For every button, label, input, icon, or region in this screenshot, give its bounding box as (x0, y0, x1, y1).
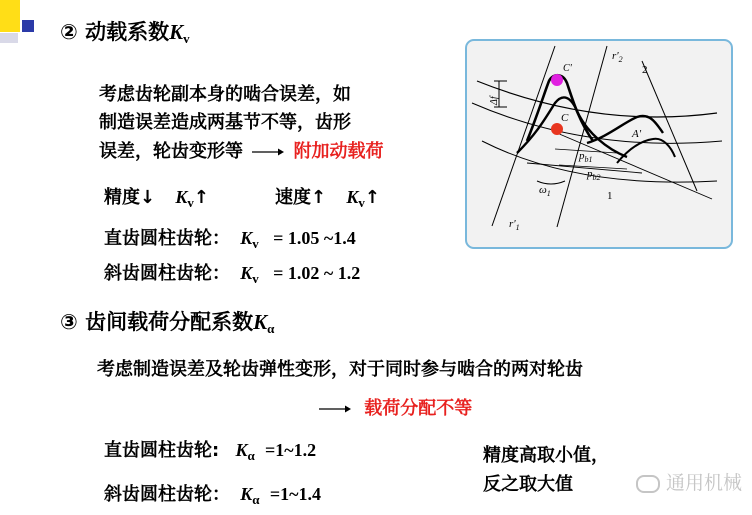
section-3-heading (60, 306, 274, 336)
section-2-symbol: K (169, 20, 184, 44)
note-line-2: 反之取大值 (483, 474, 573, 495)
speed-arrow: ↑ (364, 187, 380, 208)
ka-spur-value: =1~1.2 (265, 440, 317, 460)
ka-helical-symbol: K (240, 484, 253, 504)
label-2: 2 (642, 64, 648, 76)
desc-line-3-text: 误差，轮齿变形等 (99, 141, 243, 162)
pitch-chord (527, 163, 642, 173)
desc-result: 附加动载荷 (293, 141, 384, 162)
ka-helical-row (104, 480, 321, 506)
kv-helical-subscript: v (252, 271, 259, 286)
note-line-1: 精度高取小值， (483, 445, 609, 466)
corner-decoration-grey (0, 33, 18, 43)
label-r2: $r'_2$ (612, 50, 623, 64)
radial-line-right (642, 61, 697, 191)
desc-line-3 (99, 137, 384, 163)
precision-arrow: ↑ (193, 187, 209, 208)
speed-subscript: v (358, 195, 365, 210)
label-delta: Δf (489, 96, 500, 105)
desc3-text: 考虑制造误差及轮齿弹性变形，对于同时参与啮合的两对轮齿 (97, 359, 583, 380)
ka-helical-label: 斜齿圆柱齿轮： (104, 484, 230, 505)
kv-helical-label: 斜齿圆柱齿轮： (104, 263, 230, 284)
kv-helical-value: = 1.02 ~ 1.2 (273, 263, 361, 283)
precision-symbol: K (175, 187, 188, 207)
ka-spur-row (104, 436, 316, 462)
desc-line-2: 制造误差造成两基节不等，齿形 (99, 112, 351, 133)
label-pb2: $p_{b2}$ (587, 168, 601, 182)
chat-bubble-icon (636, 475, 660, 493)
watermark (636, 468, 742, 495)
kv-spur-value: = 1.05 ~1.4 (273, 228, 356, 248)
precision-relation (104, 183, 209, 209)
radial-line-left (492, 46, 555, 226)
arc-upper (477, 81, 717, 117)
section-3-symbol: K (253, 310, 268, 334)
kv-spur-row (104, 224, 356, 250)
right-arrow-icon (251, 147, 285, 157)
corner-decoration-yellow (0, 0, 20, 32)
speed-relation (275, 183, 380, 209)
speed-symbol: K (346, 187, 359, 207)
desc-line-1: 考虑齿轮副本身的啮合误差，如 (99, 84, 351, 105)
precision-label: 精度↓ (104, 187, 156, 208)
label-1: 1 (607, 190, 613, 202)
kv-spur-symbol: K (240, 228, 253, 248)
corner-decoration-blue (22, 20, 34, 32)
ka-spur-subscript: α (247, 448, 255, 463)
pb1-dimension-line (555, 149, 617, 153)
section-3-subscript: α (267, 321, 275, 336)
ka-helical-value: =1~1.4 (269, 484, 321, 504)
ka-spur-label: 直齿圆柱齿轮: (104, 440, 220, 461)
section-2-subscript: v (183, 31, 190, 46)
speed-label: 速度↑ (275, 187, 327, 208)
label-r1: $r'_1$ (509, 218, 520, 232)
label-omega: $\omega_1$ (539, 184, 551, 198)
section-2-heading (60, 16, 190, 46)
section-2-title: ② 动载系数 (60, 20, 170, 44)
kv-spur-subscript: v (252, 236, 259, 251)
section-3-title: ③ 齿间载荷分配系数 (60, 310, 254, 334)
kv-spur-label: 直齿圆柱齿轮： (104, 228, 230, 249)
kv-helical-symbol: K (240, 263, 253, 283)
ka-spur-symbol: K (235, 440, 248, 460)
label-a-prime: A' (632, 128, 642, 140)
label-pb1: $p_{b1}$ (579, 150, 593, 164)
label-c-prime: C' (563, 63, 572, 74)
watermark-text: 通用机械 (665, 472, 742, 494)
ka-helical-subscript: α (252, 492, 260, 507)
kv-helical-row (104, 259, 360, 285)
contact-point-c (551, 123, 563, 135)
desc3-result: 载荷分配不等 (364, 398, 473, 419)
contact-point-top (551, 74, 563, 86)
gear-meshing-diagram (467, 41, 731, 247)
desc3-result-row (318, 394, 472, 420)
gear-meshing-figure (465, 39, 733, 249)
precision-subscript: v (187, 195, 194, 210)
right-arrow-icon (318, 404, 352, 414)
label-c: C (561, 112, 569, 124)
